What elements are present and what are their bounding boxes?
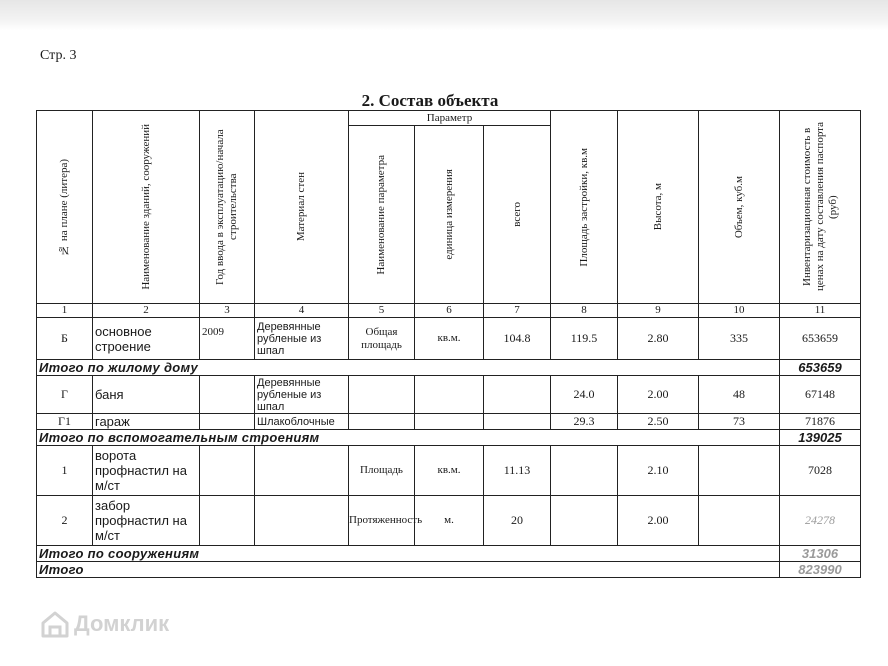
top-shade (0, 0, 888, 30)
document-title: 2. Состав объекта (361, 91, 499, 110)
domclick-watermark (40, 610, 169, 638)
header-liter: № на плане (литера) (37, 111, 93, 304)
subtotal-row: Итого по жилому дому 653659 (37, 360, 861, 376)
header-area: Площадь застройки, кв.м (551, 111, 618, 304)
header-param-group: Параметр (349, 111, 551, 126)
header-name: Наименование зданий, сооружений (93, 111, 200, 304)
house-logo-icon (40, 610, 70, 638)
page-number: Стр. 3 (40, 48, 77, 63)
header-height: Высота, м (618, 111, 699, 304)
subtotal-row: Итого по сооружениям 31306 (37, 546, 861, 562)
header-material: Материал стен (255, 111, 349, 304)
watermark-text: Домклик (74, 611, 170, 636)
header-unit: единица измерения (415, 126, 484, 304)
header-total: всего (484, 126, 551, 304)
table-row: Г1 гараж Шлакоблочные 29.3 2.50 73 71876 (37, 414, 861, 430)
column-number-row: 1 2 3 4 5 6 7 8 9 10 11 (37, 304, 861, 318)
table-row: 2 забор профнастил на м/ст Протяженность м. 20 2.00 24278 (37, 496, 861, 546)
subtotal-row: Итого по вспомогательным строениям 139025 (37, 430, 861, 446)
table-row: Б основное строение 2009 Деревянные рубленые из шпал Общая площадь кв.м. 104.8 119.5 2.80 335 653659 (37, 318, 861, 360)
header-param-name: Наименование параметра (349, 126, 415, 304)
table-row: 1 ворота профнастил на м/ст Площадь кв.м. 11.13 2.10 7028 (37, 446, 861, 496)
table-row: Г баня Деревянные рубленые из шпал 24.0 2.00 48 67148 (37, 376, 861, 414)
object-composition-table (36, 110, 861, 578)
header-volume: Объем, куб.м (699, 111, 780, 304)
total-row: Итого 823990 (37, 562, 861, 578)
header-cost: Инвентаризационная стоимость в ценах на дату составления паспорта (руб) (780, 111, 861, 304)
header-year: Год ввода в эксплуатацию/начала строительства (200, 111, 255, 304)
